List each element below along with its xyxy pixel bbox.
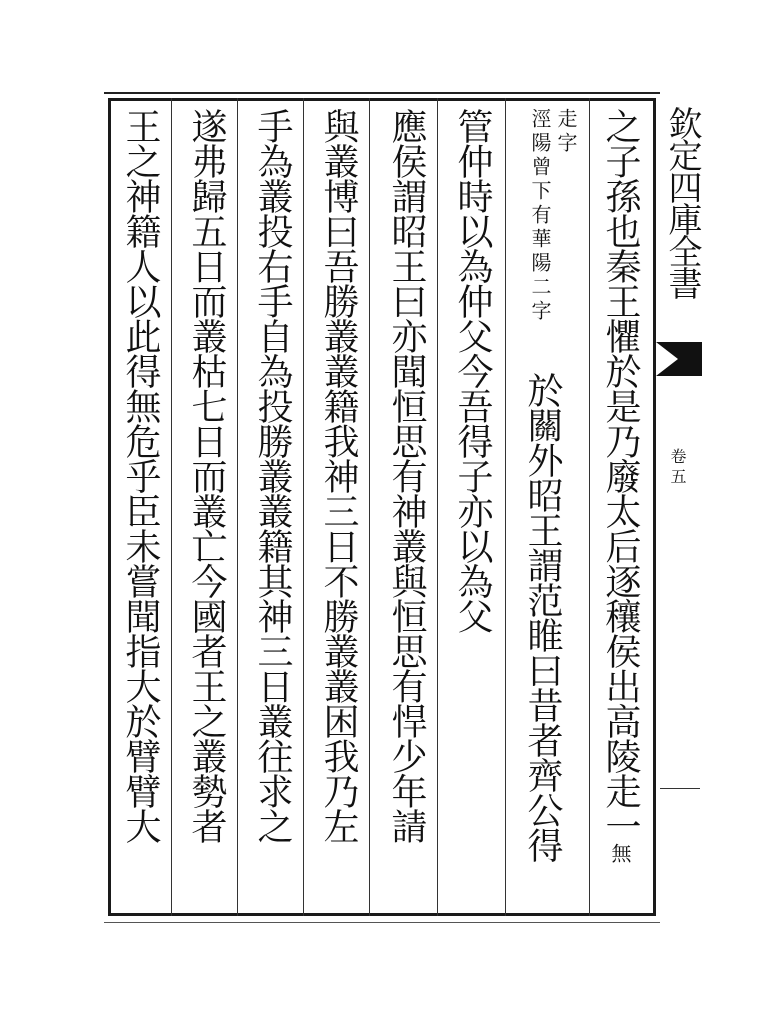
text-column-2 — [516, 372, 568, 912]
column-divider — [505, 98, 506, 916]
text-column-7 — [180, 108, 232, 908]
text-column-6 — [246, 108, 298, 908]
column-divider — [303, 98, 304, 916]
text-column-3 — [446, 108, 498, 908]
column-main-text: 應侯謂昭王曰亦聞恒思有神叢與恒思有悍少年請 — [386, 108, 427, 843]
column-main-text: 遂弗歸五日而叢枯七日而叢亡今國者王之叢勢者 — [186, 108, 227, 843]
column-main-text: 之子孫也秦王懼於是乃廢太后逐穰侯出高陵走一 — [600, 108, 641, 843]
top-rule — [104, 92, 660, 94]
column-main-text: 王之神籍人以此得無危乎臣未嘗聞指大於臂臂大 — [120, 108, 161, 843]
gutter-tick — [660, 788, 700, 789]
text-column-5 — [312, 108, 364, 908]
column-divider — [589, 98, 590, 916]
column-main-text: 手為叢投右手自為投勝叢叢籍其神三日叢往求之 — [252, 108, 293, 843]
annotation-note: 無 — [608, 843, 632, 867]
text-column-4 — [380, 108, 432, 908]
column-main-text: 於關外昭王謂范睢曰昔者齊公得 — [522, 372, 563, 862]
column-divider — [171, 98, 172, 916]
annotation-column-b — [524, 108, 552, 338]
column-divider — [437, 98, 438, 916]
annotation-note: 走字 — [554, 108, 578, 156]
column-main-text: 與叢博曰吾勝叢叢籍我神三日不勝叢叢困我乃左 — [318, 108, 359, 843]
annotation-note: 涇陽曾下有華陽二字 — [528, 108, 552, 324]
annotation-column-a — [550, 108, 578, 338]
text-column-8 — [114, 108, 166, 908]
volume-label: 卷五 — [668, 448, 687, 488]
fish-tail-mark-icon — [656, 342, 702, 376]
column-main-text: 管仲時以為仲父今吾得子亦以為父 — [452, 108, 493, 633]
column-divider — [237, 98, 238, 916]
text-column-1 — [594, 108, 646, 908]
margin-gutter — [656, 98, 706, 916]
column-divider — [369, 98, 370, 916]
bottom-rule — [104, 922, 660, 923]
book-title: 欽定四庫全書 — [662, 106, 702, 298]
